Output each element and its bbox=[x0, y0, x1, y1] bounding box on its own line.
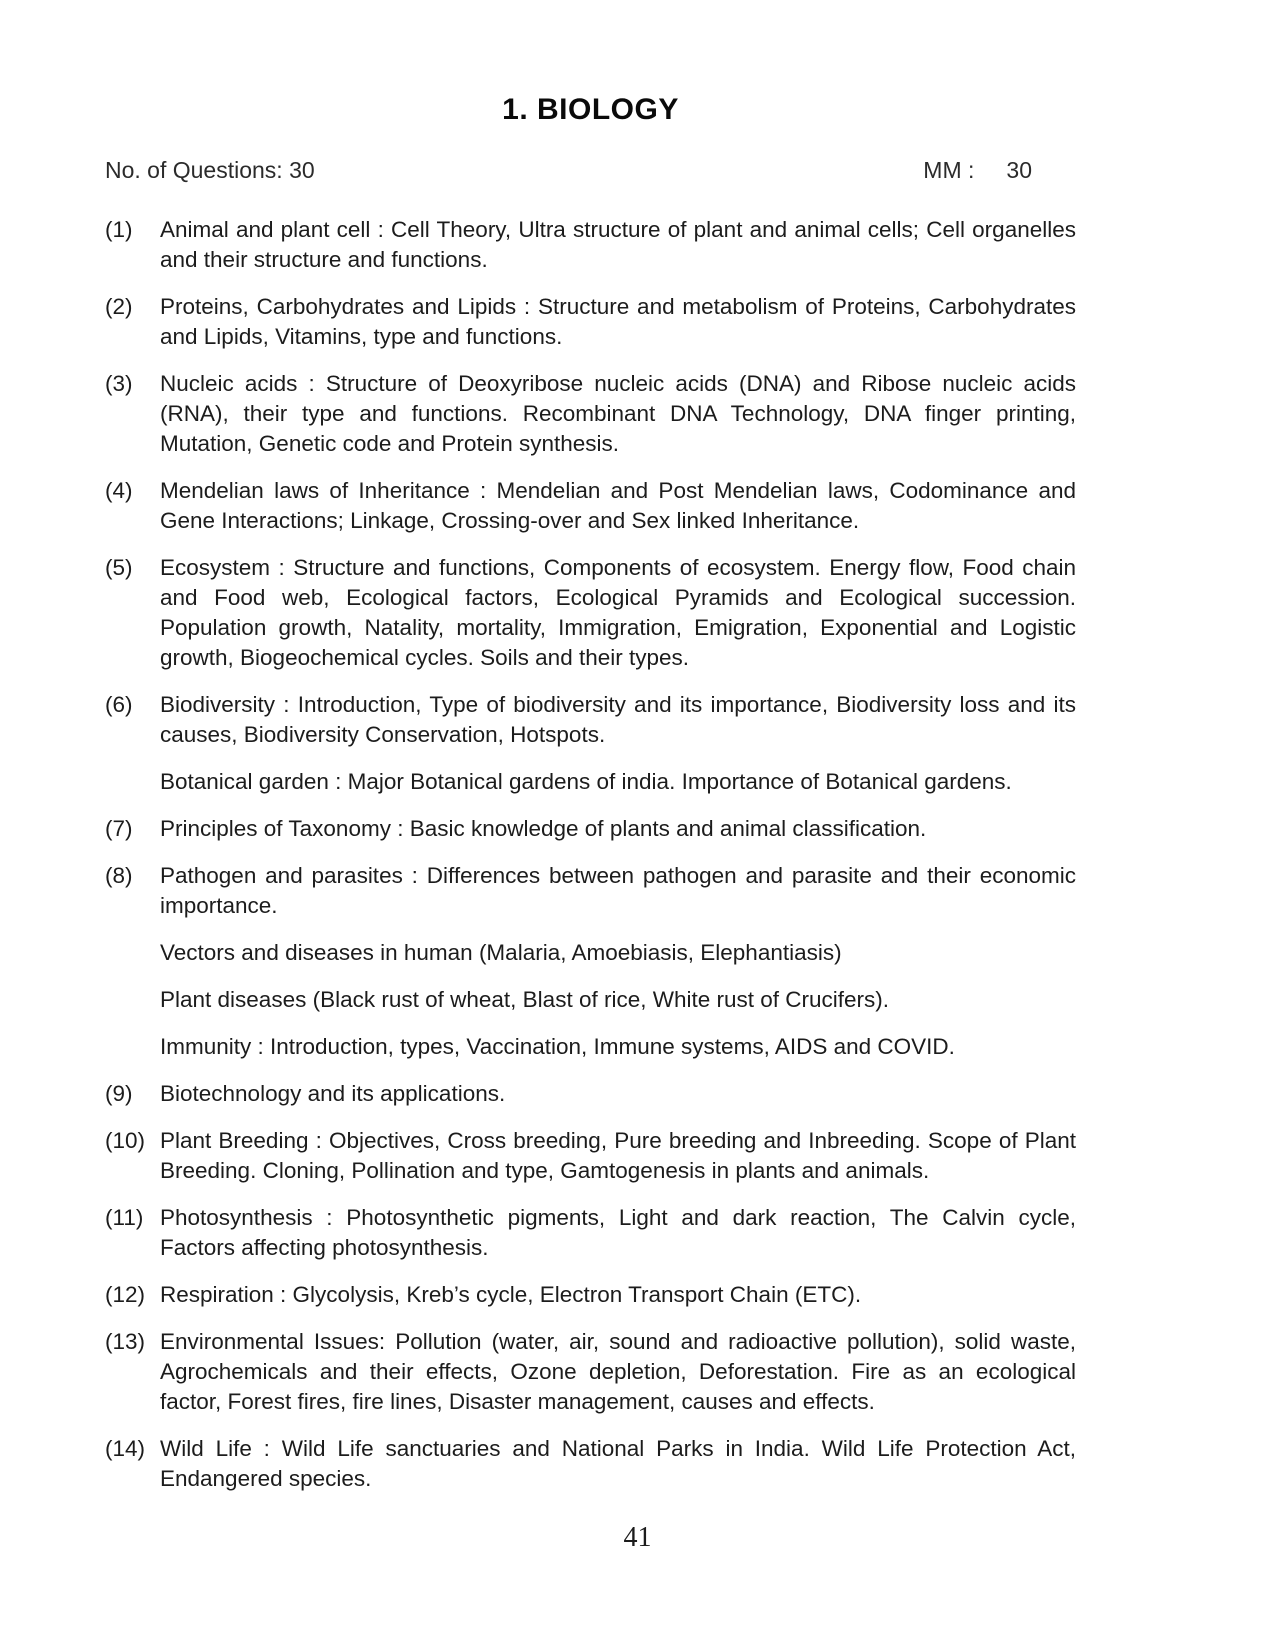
item-number: (6) bbox=[105, 692, 133, 717]
item-text: Animal and plant cell : Cell Theory, Ultra structure of plant and animal cells; Cell organelles and their structure and functions. bbox=[160, 217, 1076, 272]
item-number: (8) bbox=[105, 863, 133, 888]
item-paragraphs bbox=[160, 292, 1076, 369]
item-text: Environmental Issues: Pollution (water, air, sound and radioactive pollution), solid waste, Agrochemicals and their effects, Ozone depletion, Deforestation. Fire as an ecological factor, Forest fires, fire lines, Disaster management, causes and effects. bbox=[160, 1329, 1076, 1414]
item-number: (11) bbox=[105, 1205, 144, 1230]
item-number: (2) bbox=[105, 294, 133, 319]
item-paragraphs bbox=[160, 814, 1076, 861]
item-number: (9) bbox=[105, 1081, 133, 1106]
item-text: Principles of Taxonomy : Basic knowledge of plants and animal classification. bbox=[160, 816, 927, 841]
list-item bbox=[105, 1126, 1076, 1203]
item-paragraphs bbox=[160, 1203, 1076, 1280]
questions-count-label: No. of Questions: 30 bbox=[105, 157, 315, 183]
item-text: Photosynthesis : Photosynthetic pigments, Light and dark reaction, The Calvin cycle, Factors affecting photosynthesis. bbox=[160, 1205, 1076, 1260]
list-item bbox=[105, 861, 1076, 1079]
item-text: Plant Breeding : Objectives, Cross breeding, Pure breeding and Inbreeding. Scope of Plant Breeding. Cloning, Pollination and type, Gamtogenesis in plants and animals. bbox=[160, 1128, 1076, 1183]
max-marks-value: 30 bbox=[1006, 157, 1032, 183]
list-item bbox=[105, 814, 1076, 861]
item-paragraphs bbox=[160, 1079, 1076, 1126]
list-item bbox=[105, 1079, 1076, 1126]
page-title: 1. BIOLOGY bbox=[502, 93, 679, 126]
item-paragraphs bbox=[160, 215, 1076, 292]
item-number: (12) bbox=[105, 1282, 146, 1307]
list-item bbox=[105, 476, 1076, 553]
item-paragraphs bbox=[160, 1327, 1076, 1434]
item-text: Respiration : Glycolysis, Kreb’s cycle, Electron Transport Chain (ETC). bbox=[160, 1282, 862, 1307]
list-item bbox=[105, 553, 1076, 690]
item-subtext: Vectors and diseases in human (Malaria, Amoebiasis, Elephantiasis) bbox=[160, 940, 842, 965]
item-number: (3) bbox=[105, 371, 133, 396]
page-number: 41 bbox=[623, 1522, 652, 1553]
list-item bbox=[105, 1280, 1076, 1327]
item-number: (10) bbox=[105, 1128, 146, 1153]
max-marks-label: MM : bbox=[923, 157, 975, 183]
item-text: Nucleic acids : Structure of Deoxyribose nucleic acids (DNA) and Ribose nucleic acids (RNA), their type and functions. Recombinant DNA Technology, DNA finger printing, Mutation, Genetic code and Protein synthesis. bbox=[160, 371, 1076, 456]
item-text: Biodiversity : Introduction, Type of biodiversity and its importance, Biodiversity loss and its causes, Biodiversity Conservation, Hotspots. bbox=[160, 692, 1076, 747]
item-paragraphs bbox=[160, 861, 1076, 1079]
exam-info-row bbox=[105, 155, 1076, 185]
list-item bbox=[105, 1203, 1076, 1280]
list-item bbox=[105, 292, 1076, 369]
item-text: Wild Life : Wild Life sanctuaries and National Parks in India. Wild Life Protection Act, Endangered species. bbox=[160, 1436, 1076, 1491]
item-number: (4) bbox=[105, 478, 133, 503]
item-paragraphs bbox=[160, 476, 1076, 553]
item-paragraphs bbox=[160, 369, 1076, 476]
item-text: Proteins, Carbohydrates and Lipids : Structure and metabolism of Proteins, Carbohydrates and Lipids, Vitamins, type and functions. bbox=[160, 294, 1076, 349]
item-paragraphs bbox=[160, 690, 1076, 814]
list-item bbox=[105, 369, 1076, 476]
max-marks bbox=[923, 155, 1032, 185]
list-item bbox=[105, 690, 1076, 814]
item-paragraphs bbox=[160, 553, 1076, 690]
item-number: (7) bbox=[105, 816, 133, 841]
list-item bbox=[105, 1434, 1076, 1511]
item-text: Mendelian laws of Inheritance : Mendelian and Post Mendelian laws, Codominance and Gene Interactions; Linkage, Crossing-over and Sex linked Inheritance. bbox=[160, 478, 1076, 533]
item-paragraphs bbox=[160, 1280, 1076, 1327]
item-text: Ecosystem : Structure and functions, Components of ecosystem. Energy flow, Food chain and Food web, Ecological factors, Ecological Pyramids and Ecological succession. Population growth, Natality, mortality, Immigration, Emigration, Exponential and Logistic growth, Biogeochemical cycles. Soils and their types. bbox=[160, 555, 1076, 670]
item-text: Biotechnology and its applications. bbox=[160, 1081, 506, 1106]
list-item bbox=[105, 1327, 1076, 1434]
item-subtext: Immunity : Introduction, types, Vaccination, Immune systems, AIDS and COVID. bbox=[160, 1034, 955, 1059]
syllabus-list bbox=[105, 215, 1076, 1511]
item-number: (14) bbox=[105, 1436, 146, 1461]
item-subtext: Botanical garden : Major Botanical gardens of india. Importance of Botanical gardens. bbox=[160, 769, 1012, 794]
item-subtext: Plant diseases (Black rust of wheat, Blast of rice, White rust of Crucifers). bbox=[160, 987, 890, 1012]
item-text: Pathogen and parasites : Differences between pathogen and parasite and their economic importance. bbox=[160, 863, 1076, 918]
item-paragraphs bbox=[160, 1126, 1076, 1203]
item-number: (13) bbox=[105, 1329, 146, 1354]
item-number: (1) bbox=[105, 217, 133, 242]
list-item bbox=[105, 215, 1076, 292]
item-paragraphs bbox=[160, 1434, 1076, 1511]
item-number: (5) bbox=[105, 555, 133, 580]
